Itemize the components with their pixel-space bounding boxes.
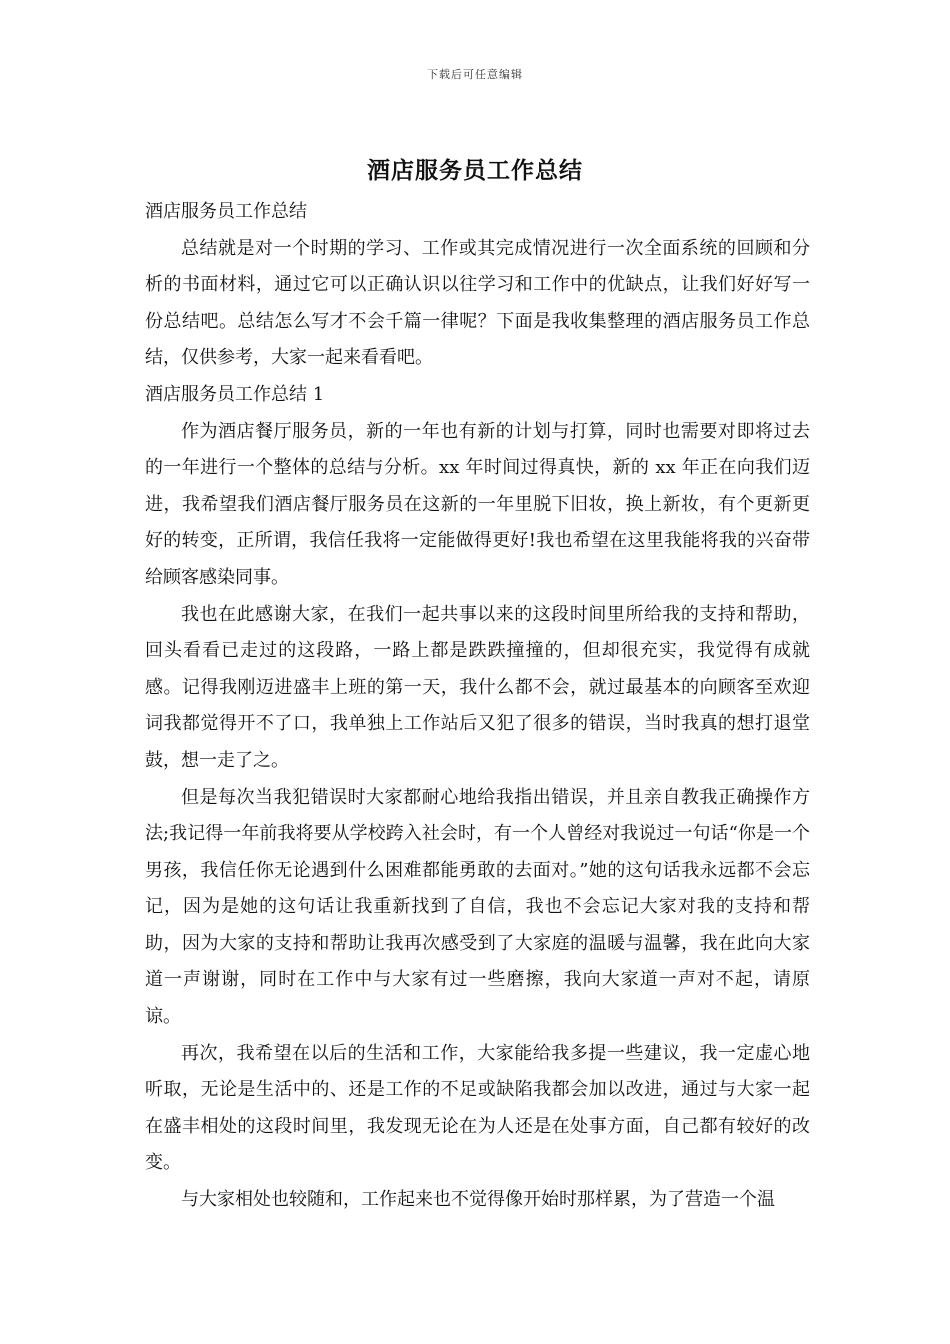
paragraph: 作为酒店餐厅服务员，新的一年也有新的计划与打算，同时也需要对即将过去的一年进行一个整体的总结与分析。xx 年时间过得真快，新的 xx 年正在向我们迈进，我希望我们酒店餐厅服务员在这新的一年里脱下旧妆，换上新妆，有个更新更好的转变，正所谓，我信任我将一定能做得更好!我也希望在这里我能将我的兴奋带给顾客感染同事。 [145, 420, 810, 588]
paragraph: 我也在此感谢大家，在我们一起共事以来的这段时间里所给我的支持和帮助，回头看看已走过的这段路，一路上都是跌跌撞撞的，但却很充实，我觉得有成就感。记得我刚迈进盛丰上班的第一天，我什么都不会，就过最基本的向顾客至欢迎词我都觉得开不了口，我单独上工作站后又犯了很多的错误，当时我真的想打退堂鼓，想一走了之。 [145, 603, 810, 771]
paragraph: 但是每次当我犯错误时大家都耐心地给我指出错误，并且亲自教我正确操作方法;我记得一年前我将要从学校跨入社会时，有一个人曾经对我说过一句话“你是一个男孩，我信任你无论遇到什么困难都能勇敢的去面对。”她的这句话我永远都不会忘记，因为是她的这句话让我重新找到了自信，我也不会忘记大家对我的支持和帮助，因为大家的支持和帮助让我再次感受到了大家庭的温暖与温馨，我在此向大家道一声谢谢，同时在工作中与大家有过一些磨擦，我向大家道一声对不起，请原谅。 [145, 786, 810, 1028]
paragraph: 与大家相处也较随和，工作起来也不觉得像开始时那样累，为了营造一个温 [181, 1189, 775, 1211]
document-body [145, 194, 810, 1219]
paragraph: 再次，我希望在以后的生活和工作，大家能给我多提一些建议，我一定虚心地听取，无论是生活中的、还是工作的不足或缺陷我都会加以改进，通过与大家一起在盛丰相处的这段时间里，我发现无论在为人还是在处事方面，自己都有较好的改变。 [145, 1042, 810, 1174]
section-heading: 酒店服务员工作总结 [145, 201, 307, 222]
header-note: 下载后可任意编辑 [427, 68, 523, 81]
paragraph: 总结就是对一个时期的学习、工作或其完成情况进行一次全面系统的回顾和分析的书面材料，通过它可以正确认识以往学习和工作中的优缺点，让我们好好写一份总结吧。总结怎么写才不会千篇一律呢？下面是我收集整理的酒店服务员工作总结，仅供参考，大家一起来看看吧。 [145, 237, 810, 369]
document-title: 酒店服务员工作总结 [367, 157, 583, 184]
section-heading: 酒店服务员工作总结 1 [145, 383, 325, 405]
